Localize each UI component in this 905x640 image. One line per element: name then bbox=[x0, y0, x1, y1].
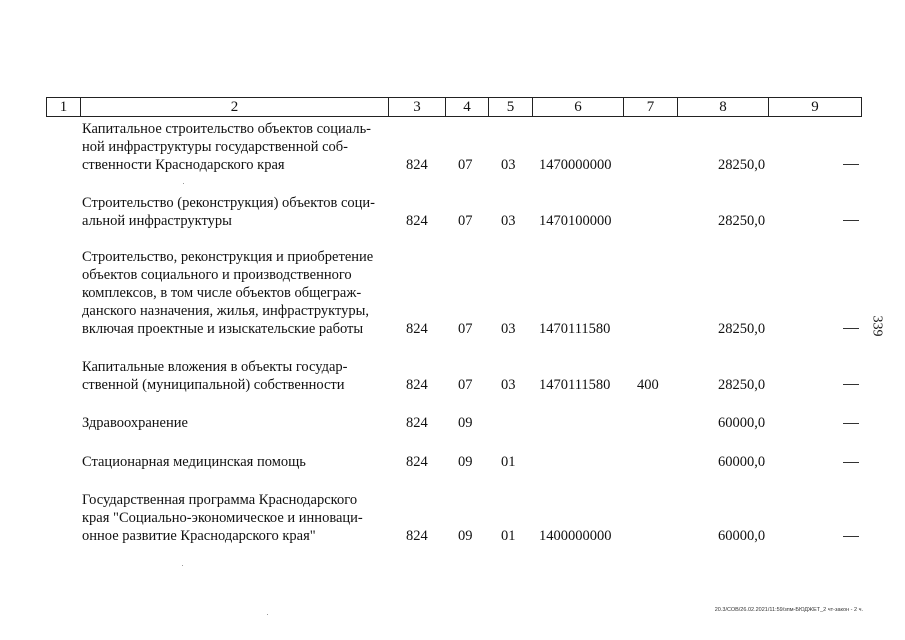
row-description bbox=[82, 248, 386, 338]
row-description bbox=[82, 453, 386, 471]
cell-subsection: 03 bbox=[501, 377, 516, 393]
cell-ministry: 824 bbox=[406, 415, 428, 431]
header-cell-5: 5 bbox=[488, 97, 533, 117]
cell-ministry: 824 bbox=[406, 321, 428, 337]
cell-section: 09 bbox=[458, 415, 473, 431]
cell-amount: 60000,0 bbox=[718, 528, 766, 544]
row-description bbox=[82, 120, 386, 174]
text-line: ственности Краснодарского края bbox=[82, 157, 285, 173]
header-cell-2: 2 bbox=[80, 97, 389, 117]
row-description bbox=[82, 414, 386, 432]
cell-section: 07 bbox=[458, 213, 473, 229]
dash-mark bbox=[843, 462, 859, 463]
page-number: 339 bbox=[869, 315, 885, 337]
text-line: Капитальные вложения в объекты государ- bbox=[82, 359, 348, 375]
cell-subsection: 03 bbox=[501, 157, 516, 173]
text-line: Капитальное строительство объектов социаль- bbox=[82, 121, 372, 137]
cell-ministry: 824 bbox=[406, 213, 428, 229]
scan-speck bbox=[182, 565, 183, 566]
text-line: онное развитие Краснодарского края" bbox=[82, 528, 316, 544]
dash-mark bbox=[843, 328, 859, 329]
header-cell-9: 9 bbox=[768, 97, 862, 117]
cell-subsection: 01 bbox=[501, 528, 516, 544]
text-line: данского назначения, жилья, инфраструктуры, bbox=[82, 303, 370, 319]
cell-expense-type: 400 bbox=[637, 377, 659, 393]
text-line: края "Социально-экономическое и инноваци- bbox=[82, 510, 363, 526]
text-line: включая проектные и изыскательские работы bbox=[82, 321, 364, 337]
dash-mark bbox=[843, 536, 859, 537]
scan-speck bbox=[183, 183, 184, 184]
cell-target-item: 1470100000 bbox=[539, 213, 612, 229]
text-line: альной инфраструктуры bbox=[82, 213, 232, 229]
cell-subsection: 03 bbox=[501, 213, 516, 229]
cell-ministry: 824 bbox=[406, 157, 428, 173]
dash-mark bbox=[843, 164, 859, 165]
dash-mark bbox=[843, 423, 859, 424]
text-line: Здравоохранение bbox=[82, 415, 188, 431]
text-line: Стационарная медицинская помощь bbox=[82, 454, 306, 470]
text-line: Строительство (реконструкция) объектов соци- bbox=[82, 195, 376, 211]
cell-section: 07 bbox=[458, 157, 473, 173]
header-cell-4: 4 bbox=[445, 97, 489, 117]
text-line: объектов социального и производственного bbox=[82, 267, 352, 283]
cell-amount: 60000,0 bbox=[718, 415, 766, 431]
cell-ministry: 824 bbox=[406, 528, 428, 544]
cell-target-item: 1470111580 bbox=[539, 321, 611, 337]
cell-ministry: 824 bbox=[406, 377, 428, 393]
text-line: Строительство, реконструкция и приобретение bbox=[82, 249, 374, 265]
cell-amount: 60000,0 bbox=[718, 454, 766, 470]
text-line: ственной (муниципальной) собственности bbox=[82, 377, 345, 393]
row-description bbox=[82, 491, 386, 545]
text-line: Государственная программа Краснодарского bbox=[82, 492, 358, 508]
row-description bbox=[82, 358, 386, 394]
cell-section: 09 bbox=[458, 528, 473, 544]
scan-speck bbox=[267, 614, 268, 615]
cell-amount: 28250,0 bbox=[718, 377, 766, 393]
text-line: ной инфраструктуры государственной соб- bbox=[82, 139, 348, 155]
cell-section: 09 bbox=[458, 454, 473, 470]
cell-ministry: 824 bbox=[406, 454, 428, 470]
header-cell-1: 1 bbox=[46, 97, 81, 117]
header-cell-7: 7 bbox=[623, 97, 678, 117]
cell-target-item: 1400000000 bbox=[539, 528, 612, 544]
row-description bbox=[82, 194, 386, 230]
footer-stamp: 20.3/СОВ/26.02.2021/11:59/зпм-БЮДЖЕТ_2 чт-закон - 2 ч. bbox=[714, 607, 863, 613]
header-cell-6: 6 bbox=[532, 97, 624, 117]
cell-amount: 28250,0 bbox=[718, 213, 766, 229]
header-cell-8: 8 bbox=[677, 97, 769, 117]
dash-mark bbox=[843, 384, 859, 385]
cell-subsection: 03 bbox=[501, 321, 516, 337]
cell-amount: 28250,0 bbox=[718, 157, 766, 173]
text-line: комплексов, в том числе объектов общеграж- bbox=[82, 285, 362, 301]
cell-target-item: 1470111580 bbox=[539, 377, 611, 393]
cell-amount: 28250,0 bbox=[718, 321, 766, 337]
cell-subsection: 01 bbox=[501, 454, 516, 470]
header-cell-3: 3 bbox=[388, 97, 446, 117]
cell-target-item: 1470000000 bbox=[539, 157, 612, 173]
cell-section: 07 bbox=[458, 321, 473, 337]
dash-mark bbox=[843, 220, 859, 221]
cell-section: 07 bbox=[458, 377, 473, 393]
